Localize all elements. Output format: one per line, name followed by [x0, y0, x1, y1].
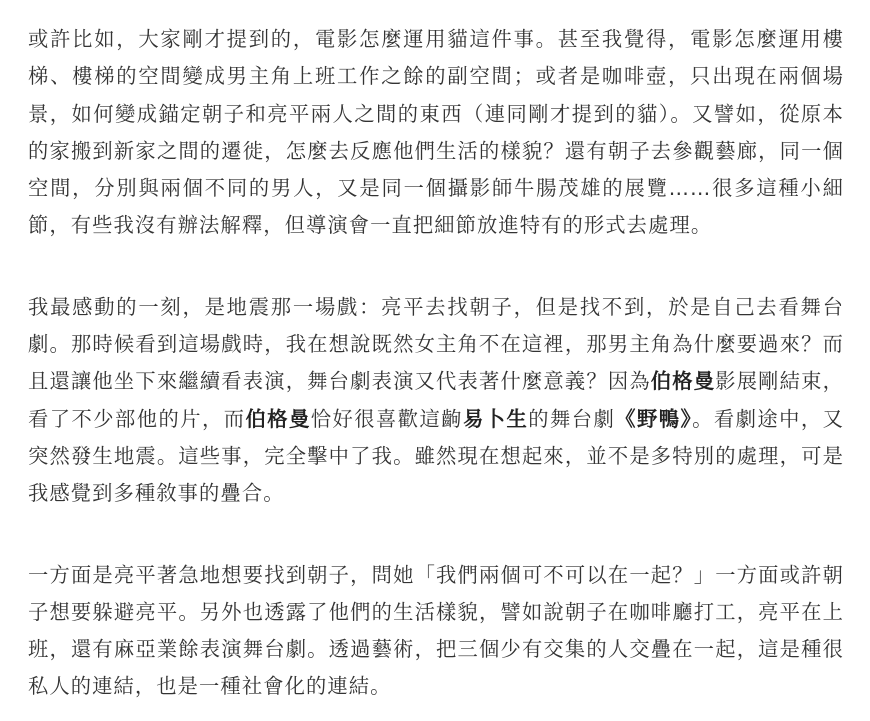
- paragraph-text: 我最感動的一刻，是地震那一場戲：亮平去找朝子，但是找不到，於是自己去看舞台劇。那時候看到這場戲時，我在想說既然女主角不在這裡，那男主角為什麼要過來？而且還讓他坐下來繼續看表演，舞台劇表演又代表著什麼意義？因為: [28, 294, 844, 394]
- paragraph: [28, 289, 844, 513]
- bold-title-wild-duck: 《野鴨》: [615, 406, 693, 431]
- paragraph-text: 或許比如，大家剛才提到的，電影怎麼運用貓這件事。甚至我覺得，電影怎麼運用樓梯、樓梯的空間變成男主角上班工作之餘的副空間；或者是咖啡壺，只出現在兩個場景，如何變成錨定朝子和亮平兩人之間的東西（連同剛才提到的貓）。又譬如，從原本的家搬到新家之間的遷徙，怎麼去反應他們生活的樣貌？還有朝子去參觀藝廊，同一個空間，分別與兩個不同的男人，又是同一個攝影師牛腸茂雄的展覽……很多這種小細節，有些我沒有辦法解釋，但導演會一直把細節放進特有的形式去處理。: [28, 27, 844, 238]
- paragraph-text: 恰好很喜歡這齣: [310, 406, 463, 431]
- bold-name-ibsen: 易卜生: [463, 406, 529, 431]
- paragraph-text: 的舞台劇: [528, 406, 616, 431]
- article-body: [28, 21, 844, 706]
- paragraph-text: 。看劇途中，又突然發生地震。這些事，完全擊中了我。雖然現在想起來，並不是多特別的處理，可是我感覺到多種敘事的疊合。: [28, 406, 844, 506]
- paragraph: [28, 21, 844, 245]
- bold-name-bergman: 伯格曼: [650, 369, 716, 394]
- paragraph: [28, 557, 844, 706]
- paragraph-text: 一方面是亮平著急地想要找到朝子，問她「我們兩個可不可以在一起？」一方面或許朝子想要躲避亮平。另外也透露了他們的生活樣貌，譬如說朝子在咖啡廳打工，亮平在上班，還有麻亞業餘表演舞台劇。透過藝術，把三個少有交集的人交疊在一起，這是種很私人的連結，也是一種社會化的連結。: [28, 562, 844, 699]
- paragraph-text: 影展剛結束，看了不少部他的片，而: [28, 369, 844, 431]
- bold-name-bergman: 伯格曼: [245, 406, 311, 431]
